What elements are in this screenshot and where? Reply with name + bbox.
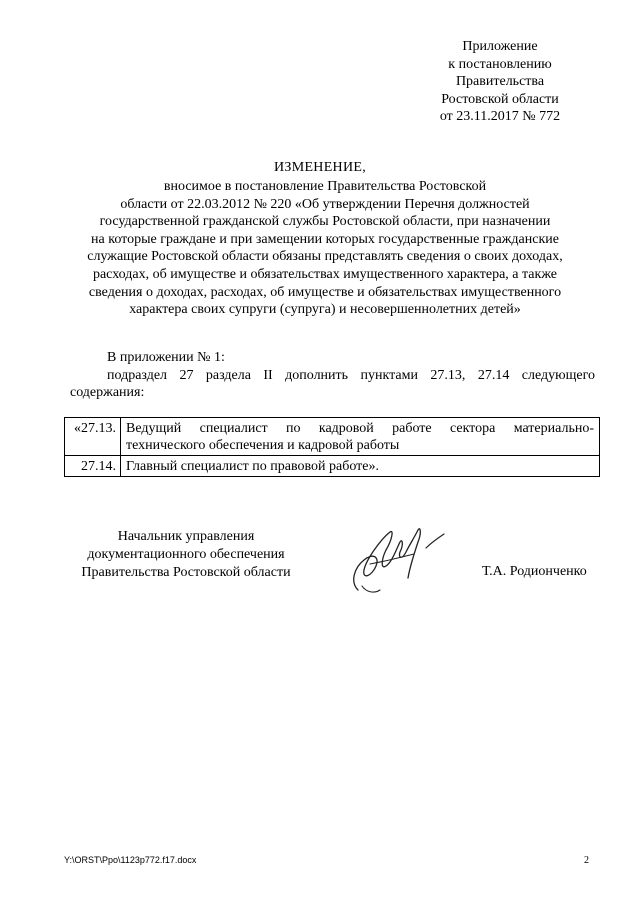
table-row: [65, 456, 600, 477]
subtitle-line: сведения о доходах, расходах, об имуществе и обязательствах имущественного: [88, 284, 562, 300]
positions-table: [64, 417, 600, 477]
intro-word: раздела: [205, 368, 251, 383]
table-row: [65, 418, 600, 456]
item-text-line: [126, 420, 594, 437]
subtitle-line: государственной гражданской службы Ростовской области, при назначении: [99, 214, 551, 230]
intro-paragraph: В приложении № 1:: [107, 350, 225, 365]
signatory-line: документационного обеспечения: [87, 547, 285, 562]
item-text-line: технического обеспечения и кадровой работы: [126, 438, 400, 453]
page-number: 2: [584, 855, 589, 866]
signature-stroke: [354, 529, 421, 590]
appendix-line: к постановлению: [448, 56, 552, 72]
intro-word: 27.13,: [430, 368, 466, 383]
signatory-name: Т.А. Родионченко: [482, 564, 587, 579]
item-text: [121, 418, 600, 456]
item-word: по: [286, 421, 301, 436]
signature-stroke: [426, 534, 444, 548]
intro-word: следующего: [521, 368, 595, 383]
appendix-header: [420, 38, 580, 126]
item-word: сектора: [449, 421, 496, 436]
subtitle-line: области от 22.03.2012 № 220 «Об утверждении Перечня должностей: [120, 196, 530, 212]
intro-word: II: [263, 368, 273, 383]
item-text: Главный специалист по правовой работе».: [121, 456, 600, 477]
intro-word: подраздел: [107, 368, 168, 383]
document-title: ИЗМЕНЕНИЕ,: [273, 160, 367, 175]
intro-word: 27: [179, 368, 194, 383]
signatory-position: [70, 528, 302, 582]
subtitle-line: характера своих супруги (супруга) и несовершеннолетних детей»: [129, 302, 521, 318]
handwritten-signature: [340, 520, 450, 600]
file-path: Y:\ORST\Ppo\1123p772.f17.docx: [64, 855, 197, 865]
subtitle-line: расходах, об имуществе и обязательствах имущественного характера, а также: [92, 266, 558, 282]
intro-instruction: [107, 368, 595, 384]
document-subtitle: [60, 178, 590, 319]
intro-word: пунктами: [360, 368, 418, 383]
signatory-line: Начальник управления: [117, 529, 255, 544]
appendix-line: от 23.11.2017 № 772: [439, 109, 561, 124]
intro-word: 27.14: [477, 368, 510, 383]
intro-continuation: содержания:: [70, 385, 145, 400]
signatory-line: Правительства Ростовской области: [81, 565, 291, 580]
subtitle-line: служащие Ростовской области обязаны представлять сведения о своих доходах,: [87, 249, 563, 265]
item-number: «27.13.: [65, 418, 121, 456]
appendix-line: Правительства: [455, 74, 545, 89]
subtitle-line: на которые граждане и при замещении которых государственные гражданские: [91, 231, 559, 247]
item-number: 27.14.: [65, 456, 121, 477]
intro-word: дополнить: [285, 368, 349, 383]
item-word: материально-: [513, 421, 594, 436]
item-word: специалист: [199, 421, 268, 436]
appendix-line: Ростовской области: [441, 91, 559, 107]
subtitle-line: вносимое в постановление Правительства Ростовской: [163, 179, 487, 194]
signature-stroke: [362, 586, 380, 592]
item-word: работе: [392, 421, 432, 436]
item-word: кадровой: [318, 421, 374, 436]
item-word: Ведущий: [126, 421, 182, 436]
appendix-line: Приложение: [462, 39, 538, 54]
